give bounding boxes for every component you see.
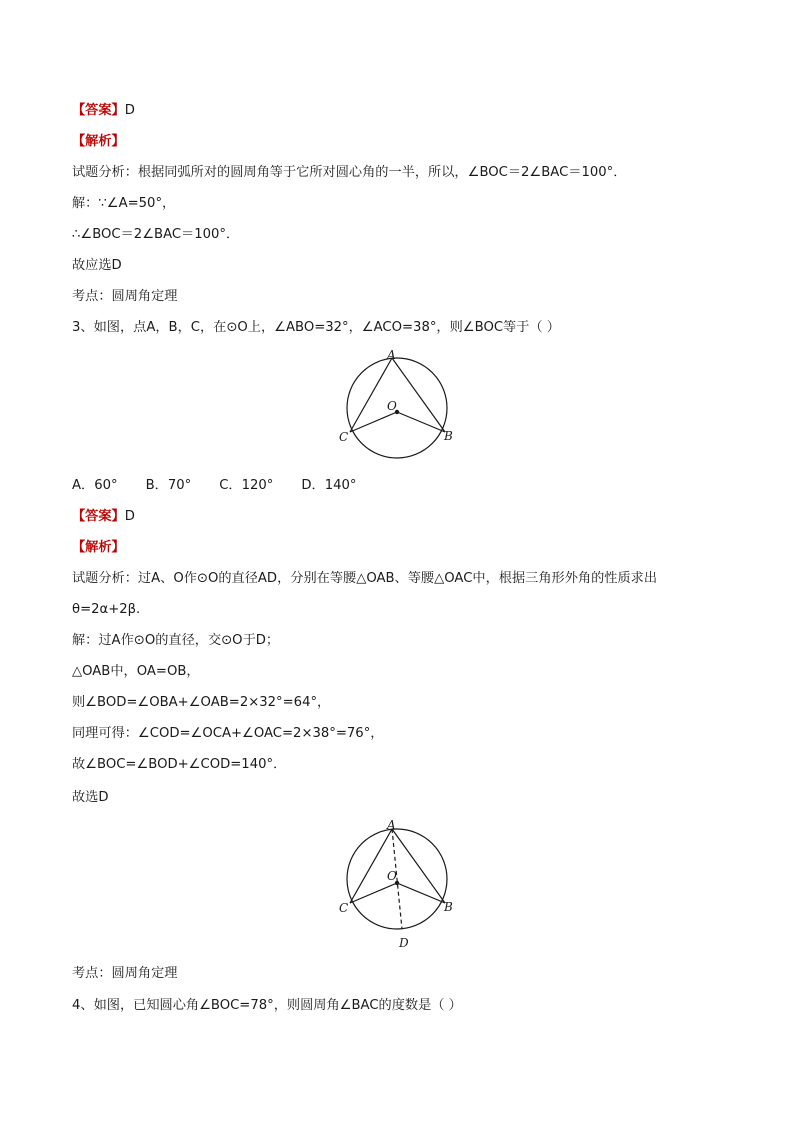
answer-value: D [124, 103, 135, 118]
option-b: B．70° [145, 478, 192, 493]
q3-figure-1 [330, 344, 464, 470]
q3-solution-2: △OAB中，OA=OB， [72, 664, 200, 679]
q2-answer-line [72, 102, 135, 120]
segment-ac [350, 358, 392, 432]
answer-tag: 【答案】 [72, 509, 125, 524]
label-o: O [387, 399, 397, 413]
q3-figure-2 [330, 815, 464, 957]
analysis-tag: 【解析】 [72, 540, 125, 555]
label-b: B [444, 900, 453, 914]
q3-options [72, 477, 356, 495]
analysis-tag: 【解析】 [72, 134, 125, 149]
q4-question: 4、如图，已知圆心角∠BOC=78°，则圆周角∠BAC的度数是（ ） [72, 998, 462, 1013]
label-a: A [387, 348, 396, 362]
q3-choice: 故选D [72, 790, 109, 805]
q3-solution-3: 则∠BOD=∠OBA+∠OAB=2×32°=64°， [72, 695, 331, 710]
label-o: O [387, 869, 397, 883]
answer-tag: 【答案】 [72, 103, 125, 118]
option-c: C．120° [219, 478, 274, 493]
q2-solution-2: ∴∠BOC＝2∠BAC＝100°． [72, 227, 240, 242]
q3-analysis-1: 试题分析：过A、O作⊙O的直径AD，分别在等腰△OAB、等腰△OAC中，根据三角形外角的性质求出 [72, 571, 658, 586]
q3-solution-1: 解：过A作⊙O的直径，交⊙O于D； [72, 633, 280, 648]
segment-co [350, 883, 397, 903]
label-d: D [399, 936, 409, 950]
q3-answer-line [72, 508, 135, 526]
label-b: B [444, 429, 453, 443]
circle [347, 358, 447, 458]
q2-solution-1: 解：∵∠A=50°， [72, 196, 176, 211]
q2-analysis: 试题分析：根据同弧所对的圆周角等于它所对圆心角的一半，所以，∠BOC＝2∠BAC＝100°． [72, 165, 627, 180]
q2-choice: 故应选D [72, 258, 122, 273]
q3-analysis-2: θ=2α+2β. [72, 602, 141, 617]
q2-kaodian: 考点：圆周角定理 [72, 289, 178, 304]
option-d: D．140° [301, 478, 357, 493]
label-c: C [339, 901, 349, 915]
q3-kaodian: 考点：圆周角定理 [72, 966, 178, 981]
segment-ac [350, 829, 392, 903]
label-c: C [339, 430, 349, 444]
segment-co [350, 412, 397, 432]
q3-question: 3、如图，点A，B，C，在⊙O上，∠ABO=32°，∠ACO=38°，则∠BOC等于（ ） [72, 320, 560, 335]
q3-solution-4: 同理可得：∠COD=∠OCA+∠OAC=2×38°=76°， [72, 726, 384, 741]
label-a: A [387, 818, 396, 832]
option-a: A．60° [72, 478, 118, 493]
q3-solution-5: 故∠BOC=∠BOD+∠COD=140°． [72, 757, 287, 772]
answer-value: D [124, 509, 135, 524]
